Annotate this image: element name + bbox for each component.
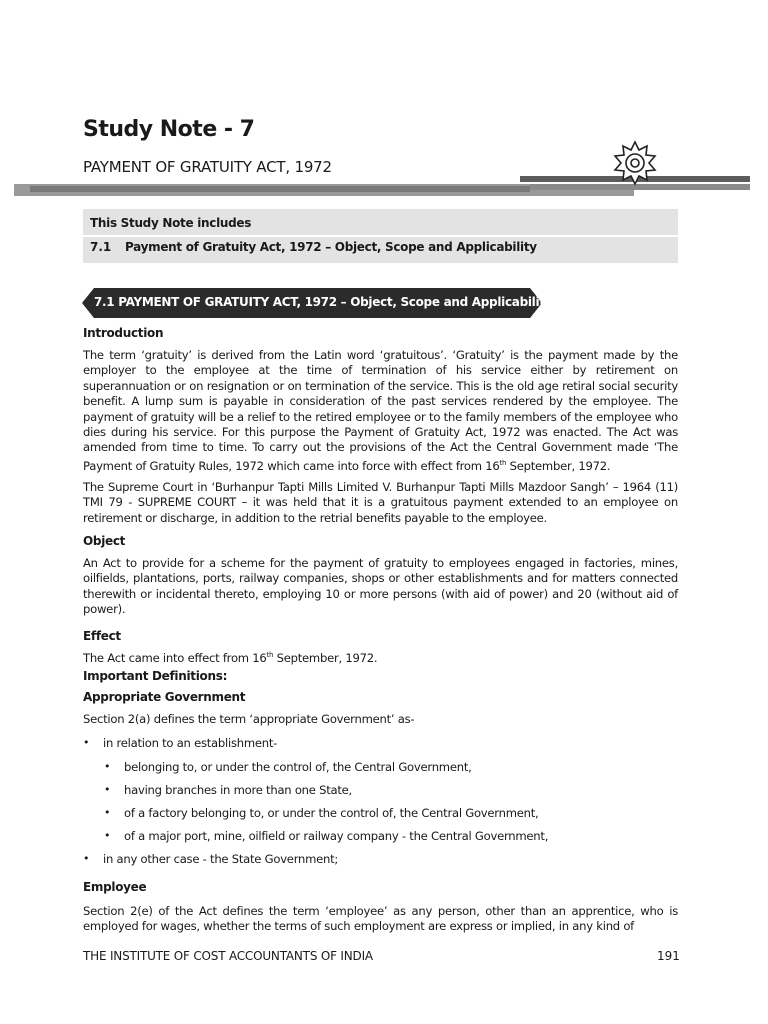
page-number: 191 — [657, 949, 680, 963]
bullet-icon: • — [104, 760, 111, 773]
gear-icon — [612, 140, 658, 186]
bullet-icon: • — [104, 829, 111, 842]
effect-paragraph: The Act came into effect from 16th September, 1972. — [83, 650, 378, 665]
list-item: of a factory belonging to, or under the control of, the Central Government, — [124, 806, 539, 820]
header-rule-left-inner — [30, 186, 530, 192]
introduction-heading: Introduction — [83, 326, 164, 340]
includes-item-number: 7.1 — [90, 240, 112, 254]
effect-heading: Effect — [83, 629, 121, 643]
employee-heading: Employee — [83, 880, 147, 894]
definitions-heading: Important Definitions: — [83, 669, 228, 683]
section-banner-text: 7.1 PAYMENT OF GRATUITY ACT, 1972 – Object, Scope and Applicability — [94, 295, 553, 309]
study-note-title: Study Note - 7 — [83, 117, 255, 142]
bullet-icon: • — [83, 736, 90, 749]
appropriate-government-paragraph: Section 2(a) defines the term ‘appropriate Government’ as- — [83, 712, 415, 726]
bullet-icon: • — [104, 806, 111, 819]
chapter-title: PAYMENT OF GRATUITY ACT, 1972 — [83, 158, 332, 176]
object-heading: Object — [83, 534, 126, 548]
appropriate-government-heading: Appropriate Government — [83, 690, 246, 704]
list-item: in relation to an establishment- — [103, 736, 278, 750]
bullet-icon: • — [104, 783, 111, 796]
footer-institute: THE INSTITUTE OF COST ACCOUNTANTS OF INDIA — [83, 949, 373, 963]
list-item: in any other case - the State Government; — [103, 852, 339, 866]
list-item: having branches in more than one State, — [124, 783, 352, 797]
includes-heading: This Study Note includes — [90, 216, 252, 230]
employee-paragraph: Section 2(e) of the Act defines the term ‘employee’ as any person, other than an apprentice, who is employed for wages, whether the terms of such employment are express or implied, in any kind of — [83, 904, 678, 934]
list-item: of a major port, mine, oilfield or railway company - the Central Government, — [124, 829, 549, 843]
includes-item-label: Payment of Gratuity Act, 1972 – Object, Scope and Applicability — [125, 240, 537, 254]
introduction-paragraph: The term ‘gratuity’ is derived from the Latin word ‘gratuitous’. ‘Gratuity’ is the payment made by the employer to the employee at the time of termination of his service either by retirement on superannuation or on resignation or on termination of the service. This is the old age retiral social security benefit. A lump sum is payable in consideration of the past services rendered by the employee. The payment of gratuity will be a relief to the retired employee or to the family members of the employee who dies during his service. For this purpose the Payment of Gratuity Act, 1972 was enacted. The Act was amended from time to time. To carry out the provisions of the Act the Central Government made ‘The Payment of Gratuity Rules, 1972 which came into force with effect from 16th September, 1972. — [83, 348, 678, 473]
object-paragraph: An Act to provide for a scheme for the payment of gratuity to employees engaged in factories, mines, oilfields, plantations, ports, railway companies, shops or other establishments and for matters connected therewith or incidental thereto, employing 10 or more persons (with aid of power) and 20 (without aid of power). — [83, 556, 678, 617]
list-item: belonging to, or under the control of, the Central Government, — [124, 760, 472, 774]
bullet-icon: • — [83, 852, 90, 865]
includes-divider — [83, 235, 678, 237]
supreme-court-paragraph: The Supreme Court in ‘Burhanpur Tapti Mills Limited V. Burhanpur Tapti Mills Mazdoor Sangh’ – 1964 (11) TMI 79 - SUPREME COURT – it was held that it is a gratuitous payment extended to an employee on retirement or discharge, in addition to the retrial benefits payable to the employee. — [83, 480, 678, 525]
